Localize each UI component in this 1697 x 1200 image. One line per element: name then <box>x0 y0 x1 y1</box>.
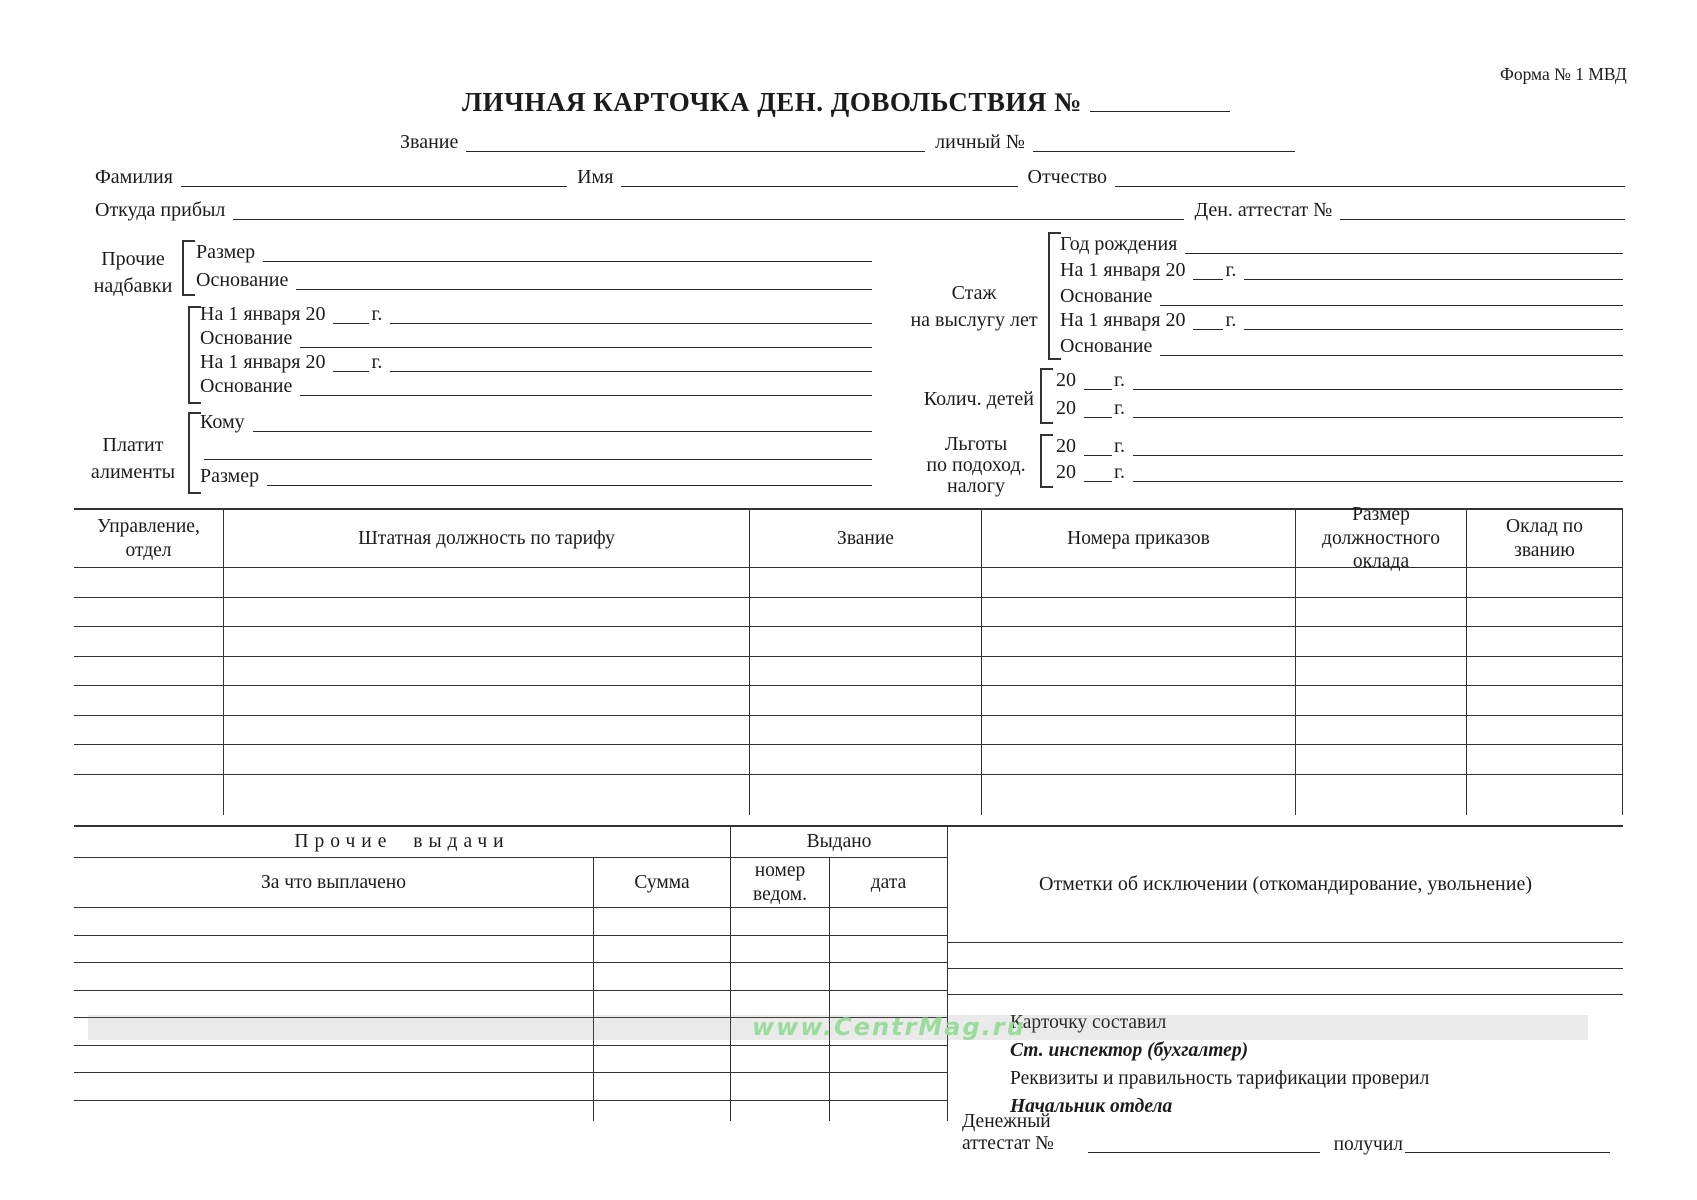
alimony-size-line[interactable] <box>267 484 872 486</box>
birth-year-label: Год рождения <box>1060 233 1178 255</box>
empty-cell[interactable] <box>750 568 982 598</box>
received-label: получил <box>1333 1134 1403 1155</box>
empty-cell[interactable] <box>750 686 982 716</box>
empty-cell[interactable] <box>750 627 982 657</box>
empty-cell[interactable] <box>1296 657 1467 687</box>
column-header-order-numbers: Номера приказов <box>982 508 1296 568</box>
exclusion-notes-header: Отметки об исключении (откомандирование, увольнение) <box>948 825 1623 943</box>
empty-cell[interactable] <box>750 775 982 815</box>
empty-cell[interactable] <box>74 908 594 936</box>
year-line[interactable] <box>1193 328 1223 330</box>
column-header-rank: Звание <box>750 508 982 568</box>
basis-line[interactable] <box>296 288 872 290</box>
children-bracket <box>1040 368 1053 424</box>
head-title: Начальник отдела <box>1010 1096 1173 1117</box>
year-line[interactable] <box>1084 416 1112 418</box>
benefits-year-row-1 <box>1056 432 1623 456</box>
year-line[interactable] <box>1084 388 1112 390</box>
column-header-department: Управление, отдел <box>74 508 224 568</box>
exclusion-empty-row[interactable] <box>948 943 1623 969</box>
size-label: Размер <box>196 241 256 263</box>
service-basis-row-1 <box>1060 282 1623 306</box>
column-header-position-salary: Размер должностного оклада <box>1296 508 1467 568</box>
birth-year-line[interactable] <box>1185 252 1623 254</box>
received-line[interactable] <box>1405 1151 1610 1153</box>
children-year-row-1 <box>1056 366 1623 390</box>
arrived-row <box>95 196 1625 220</box>
firstname-line[interactable] <box>621 185 1017 187</box>
on-january-row-2 <box>200 348 872 372</box>
page-title: ЛИЧНАЯ КАРТОЧКА ДЕН. ДОВОЛЬСТВИЯ № <box>462 87 1082 117</box>
empty-cell[interactable] <box>731 1101 830 1121</box>
money-certificate-line[interactable] <box>1088 1151 1320 1153</box>
empty-cell[interactable] <box>982 568 1296 598</box>
empty-cell[interactable] <box>594 936 731 964</box>
empty-cell[interactable] <box>224 716 750 746</box>
value-line[interactable] <box>1133 416 1623 418</box>
card-prepared-by-label: Карточку составил <box>1010 1012 1167 1033</box>
on-january-label: На 1 января 20 <box>1060 309 1186 331</box>
patronymic-label: Отчество <box>1027 166 1108 188</box>
empty-cell[interactable] <box>224 686 750 716</box>
empty-cell[interactable] <box>74 963 594 991</box>
certificate-label: Ден. аттестат № <box>1194 199 1333 221</box>
empty-cell[interactable] <box>224 598 750 628</box>
exclusion-panel <box>948 825 1623 1155</box>
surname-label: Фамилия <box>95 166 173 188</box>
empty-cell[interactable] <box>731 936 830 964</box>
empty-cell[interactable] <box>1467 686 1623 716</box>
year-abbr-label: г. <box>1114 435 1125 457</box>
empty-cell[interactable] <box>750 745 982 775</box>
empty-cell[interactable] <box>982 716 1296 746</box>
pays-alimony-label: Платит алименты <box>90 434 176 483</box>
empty-cell[interactable] <box>731 1018 830 1046</box>
rank-row <box>400 128 1295 152</box>
year-abbr-label: г. <box>1114 461 1125 483</box>
empty-cell[interactable] <box>830 908 948 936</box>
empty-cell[interactable] <box>750 598 982 628</box>
fullname-row <box>95 163 1625 187</box>
money-certificate-label: Денежный аттестат № <box>962 1111 1054 1154</box>
allowance-size-row <box>196 238 872 262</box>
sheet-no-header: номер ведом. <box>731 858 830 908</box>
year-line[interactable] <box>1084 454 1112 456</box>
empty-cell[interactable] <box>594 963 731 991</box>
verified-by-label: Реквизиты и правильность тарификации проверил <box>1010 1068 1430 1089</box>
service-length-label: Стаж на выслугу лет <box>910 282 1038 331</box>
on-january-row-1 <box>200 300 872 324</box>
arrived-from-line[interactable] <box>233 218 1184 220</box>
alimony-extra-row <box>204 436 872 460</box>
empty-cell[interactable] <box>1467 598 1623 628</box>
empty-cell[interactable] <box>982 686 1296 716</box>
basis-row-3 <box>200 372 872 396</box>
service-january-row-2 <box>1060 306 1623 330</box>
year-abbr-label: г. <box>371 351 383 373</box>
value-line[interactable] <box>1133 388 1623 390</box>
personal-no-line[interactable] <box>1033 150 1295 152</box>
empty-cell[interactable] <box>74 936 594 964</box>
empty-cell[interactable] <box>1467 627 1623 657</box>
empty-cell[interactable] <box>731 1073 830 1101</box>
empty-cell[interactable] <box>1467 775 1623 815</box>
year20-label: 20 <box>1056 461 1076 483</box>
empty-cell[interactable] <box>1296 568 1467 598</box>
year-abbr-label: г. <box>1114 369 1125 391</box>
size-line[interactable] <box>263 260 872 262</box>
empty-cell[interactable] <box>74 716 224 746</box>
money-certificate-row <box>962 1111 1610 1155</box>
year20-label: 20 <box>1056 435 1076 457</box>
size-label: Размер <box>200 465 260 487</box>
service-january-row-1 <box>1060 256 1623 280</box>
other-payouts-header: Прочие выдачи <box>74 825 731 858</box>
tax-benefits-label: Льготы по подоход. налогу <box>926 433 1026 497</box>
extra-line[interactable] <box>204 458 872 460</box>
empty-cell[interactable] <box>731 963 830 991</box>
empty-cell[interactable] <box>1467 716 1623 746</box>
positions-table <box>74 504 1623 815</box>
alimony-to-whom-row <box>200 408 872 432</box>
date-header: дата <box>830 858 948 908</box>
empty-cell[interactable] <box>74 775 224 815</box>
on-january-label: На 1 января 20 <box>200 351 326 373</box>
empty-cell[interactable] <box>594 908 731 936</box>
year-line[interactable] <box>1193 278 1223 280</box>
empty-cell[interactable] <box>830 936 948 964</box>
rank-line[interactable] <box>466 150 925 152</box>
empty-cell[interactable] <box>1467 745 1623 775</box>
to-whom-line[interactable] <box>253 430 872 432</box>
allowances-bracket <box>182 240 195 296</box>
on-january-label: На 1 января 20 <box>200 303 326 325</box>
empty-cell[interactable] <box>74 1101 594 1121</box>
on-january-label: На 1 января 20 <box>1060 259 1186 281</box>
empty-cell[interactable] <box>1296 716 1467 746</box>
form-number: Форма № 1 МВД <box>1500 64 1627 84</box>
watermark-text: www.CentrMag.ru <box>752 1013 1026 1041</box>
basis-label: Основание <box>1060 335 1153 357</box>
allowance-basis-row <box>196 266 872 290</box>
empty-cell[interactable] <box>750 716 982 746</box>
empty-cell[interactable] <box>1467 568 1623 598</box>
children-year-row-2 <box>1056 394 1623 418</box>
form-title-row <box>462 84 1230 116</box>
year-abbr-label: г. <box>1225 309 1237 331</box>
empty-cell[interactable] <box>731 991 830 1019</box>
column-header-rank-salary: Оклад по званию <box>1467 508 1623 568</box>
surname-line[interactable] <box>181 185 567 187</box>
empty-cell[interactable] <box>1467 657 1623 687</box>
empty-cell[interactable] <box>594 991 731 1019</box>
empty-cell[interactable] <box>830 963 948 991</box>
basis-line[interactable] <box>1160 354 1623 356</box>
to-whom-label: Кому <box>200 411 245 433</box>
empty-cell[interactable] <box>74 745 224 775</box>
empty-cell[interactable] <box>74 1046 594 1074</box>
empty-cell[interactable] <box>982 598 1296 628</box>
empty-cell[interactable] <box>830 1018 948 1046</box>
year-abbr-label: г. <box>371 303 383 325</box>
card-number-line[interactable] <box>1090 110 1230 112</box>
empty-cell[interactable] <box>982 745 1296 775</box>
empty-cell[interactable] <box>74 568 224 598</box>
exclusion-empty-row[interactable] <box>948 969 1623 995</box>
empty-cell[interactable] <box>74 657 224 687</box>
basis-row-2 <box>200 324 872 348</box>
signature-block <box>1010 1009 1623 1121</box>
empty-cell[interactable] <box>224 627 750 657</box>
empty-cell[interactable] <box>74 991 594 1019</box>
empty-cell[interactable] <box>982 657 1296 687</box>
value-line[interactable] <box>1244 278 1623 280</box>
empty-cell[interactable] <box>594 1018 731 1046</box>
year-line[interactable] <box>1084 480 1112 482</box>
empty-cell[interactable] <box>224 568 750 598</box>
empty-cell[interactable] <box>1296 745 1467 775</box>
basis-label: Основание <box>1060 285 1153 307</box>
personal-no-label: личный № <box>935 131 1025 153</box>
empty-cell[interactable] <box>830 1073 948 1101</box>
empty-cell[interactable] <box>731 908 830 936</box>
empty-cell[interactable] <box>731 1046 830 1074</box>
empty-cell[interactable] <box>982 775 1296 815</box>
empty-cell[interactable] <box>830 1101 948 1121</box>
column-header-position: Штатная должность по тарифу <box>224 508 750 568</box>
empty-cell[interactable] <box>74 1018 594 1046</box>
empty-cell[interactable] <box>74 1073 594 1101</box>
payouts-table <box>74 825 948 1121</box>
issued-header: Выдано <box>731 825 948 858</box>
empty-cell[interactable] <box>594 1046 731 1074</box>
year-abbr-label: г. <box>1225 259 1237 281</box>
benefits-bracket <box>1040 434 1053 488</box>
service-basis-row-2 <box>1060 332 1623 356</box>
empty-cell[interactable] <box>830 991 948 1019</box>
basis-label: Основание <box>200 327 293 349</box>
empty-cell[interactable] <box>224 775 750 815</box>
empty-cell[interactable] <box>830 1046 948 1074</box>
empty-cell[interactable] <box>1296 775 1467 815</box>
empty-cell[interactable] <box>74 686 224 716</box>
basis-label: Основание <box>196 269 289 291</box>
firstname-label: Имя <box>577 166 614 188</box>
arrived-from-label: Откуда прибыл <box>95 199 226 221</box>
empty-cell[interactable] <box>750 657 982 687</box>
value-line[interactable] <box>1133 454 1623 456</box>
sum-header: Сумма <box>594 858 731 908</box>
alimony-size-row <box>200 462 872 486</box>
empty-cell[interactable] <box>224 745 750 775</box>
empty-cell[interactable] <box>224 657 750 687</box>
patronymic-line[interactable] <box>1115 185 1625 187</box>
basis-line[interactable] <box>300 394 872 396</box>
empty-cell[interactable] <box>594 1073 731 1101</box>
empty-cell[interactable] <box>594 1101 731 1121</box>
empty-cell[interactable] <box>74 627 224 657</box>
empty-cell[interactable] <box>1296 598 1467 628</box>
benefits-year-row-2 <box>1056 458 1623 482</box>
year20-label: 20 <box>1056 397 1076 419</box>
other-allowances-label: Прочие надбавки <box>93 248 173 297</box>
value-line[interactable] <box>1133 480 1623 482</box>
year20-label: 20 <box>1056 369 1076 391</box>
paid-for-what-header: За что выплачено <box>74 858 594 908</box>
empty-cell[interactable] <box>982 627 1296 657</box>
empty-cell[interactable] <box>1296 627 1467 657</box>
empty-cell[interactable] <box>74 598 224 628</box>
inspector-title: Ст. инспектор (бухгалтер) <box>1010 1040 1249 1061</box>
children-count-label: Колич. детей <box>923 388 1034 410</box>
empty-cell[interactable] <box>1296 686 1467 716</box>
value-line[interactable] <box>1244 328 1623 330</box>
rank-label: Звание <box>400 131 459 153</box>
certificate-line[interactable] <box>1340 218 1625 220</box>
year-abbr-label: г. <box>1114 397 1125 419</box>
birth-year-row <box>1060 230 1623 254</box>
basis-label: Основание <box>200 375 293 397</box>
